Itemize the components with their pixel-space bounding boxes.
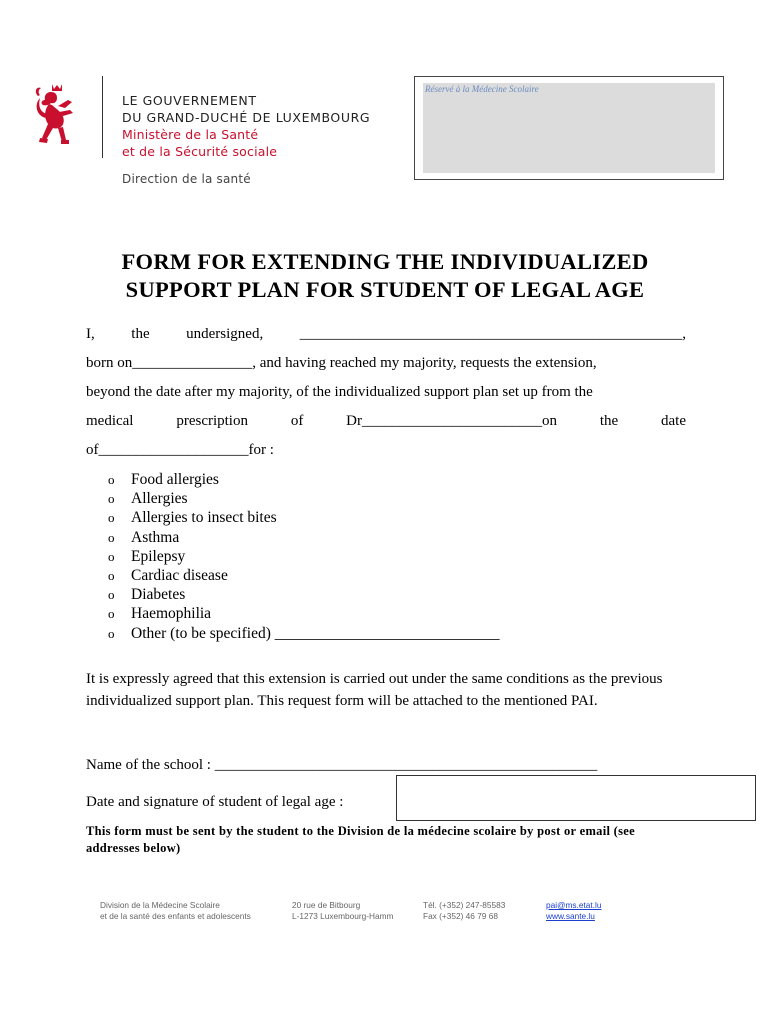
footer-address-line-2: L-1273 Luxembourg-Hamm — [292, 911, 394, 921]
condition-label: Allergies — [131, 490, 188, 508]
list-item[interactable] — [108, 528, 500, 547]
body-line-5[interactable]: of____________________for : — [86, 442, 274, 458]
checkbox-bullet-icon[interactable]: o — [108, 587, 115, 603]
school-name-field[interactable]: Name of the school : ___________________________________________________ — [86, 757, 598, 773]
lion-logo-icon — [32, 82, 82, 154]
condition-label: Asthma — [131, 528, 180, 546]
list-item[interactable] — [108, 604, 500, 623]
checkbox-bullet-icon[interactable]: o — [108, 548, 115, 564]
text-the: the — [131, 326, 150, 342]
list-item[interactable] — [108, 585, 500, 604]
checkbox-bullet-icon[interactable]: o — [108, 568, 115, 584]
ministry-line-1: Ministère de la Santé — [122, 127, 259, 142]
checkbox-bullet-icon[interactable]: o — [108, 625, 115, 641]
list-item[interactable] — [108, 547, 500, 566]
text-medical: medical — [86, 413, 134, 429]
checkbox-bullet-icon[interactable]: o — [108, 529, 115, 545]
condition-label: Haemophilia — [131, 605, 212, 623]
footer-links — [546, 900, 601, 922]
text-of: of — [290, 413, 304, 429]
gov-line-1: LE GOUVERNEMENT — [122, 93, 257, 108]
body-line-1 — [86, 326, 686, 343]
text-undersigned: undersigned, — [186, 326, 264, 342]
footer-tel: Tél. (+352) 247-85583 — [423, 900, 506, 910]
body-line-4 — [86, 413, 686, 430]
footer-email-link[interactable]: pai@ms.etat.lu — [546, 900, 602, 910]
condition-other-label[interactable]: Other (to be specified) _____________________________ — [131, 624, 500, 642]
footer-phone — [423, 900, 505, 922]
signature-box[interactable] — [396, 775, 756, 821]
condition-label: Allergies to insect bites — [131, 509, 277, 527]
condition-label: Diabetes — [131, 586, 186, 604]
list-item[interactable] — [108, 624, 500, 643]
reserved-label: Réservé à la Médecine Scolaire — [425, 84, 539, 94]
government-header — [122, 92, 370, 160]
title-line-2: SUPPORT PLAN FOR STUDENT OF LEGAL AGE — [125, 277, 645, 302]
footer-web-link[interactable]: www.sante.lu — [546, 911, 595, 921]
list-item[interactable] — [108, 508, 500, 527]
checkbox-bullet-icon[interactable]: o — [108, 606, 115, 622]
checkbox-bullet-icon[interactable]: o — [108, 510, 115, 526]
list-item[interactable] — [108, 489, 500, 508]
footer-division-line-2: et de la santé des enfants et adolescents — [100, 911, 251, 921]
form-title — [0, 248, 770, 304]
condition-label: Food allergies — [131, 471, 219, 488]
reserved-area — [423, 83, 715, 173]
text-the-2: the — [599, 413, 619, 429]
submission-notice: This form must be sent by the student to the Division de la médecine scolaire by post or email (see addresses below) — [86, 824, 636, 855]
condition-label: Epilepsy — [131, 547, 186, 565]
body-line-2[interactable]: born on________________, and having reached my majority, requests the extension, — [86, 355, 597, 371]
agreement-paragraph: It is expressly agreed that this extension is carried out under the same conditions as the previous individualized support plan. This request form will be attached to the mentioned PAI. — [86, 671, 663, 709]
footer-address — [292, 900, 393, 922]
direction-label: Direction de la santé — [122, 172, 251, 186]
footer-division-line-1: Division de la Médecine Scolaire — [100, 900, 220, 910]
reserved-box — [414, 76, 724, 180]
checkbox-bullet-icon[interactable]: o — [108, 491, 115, 507]
condition-label: Cardiac disease — [131, 567, 228, 585]
header-divider — [102, 76, 103, 158]
checkbox-bullet-icon[interactable]: o — [108, 472, 115, 487]
footer-fax: Fax (+352) 46 79 68 — [423, 911, 498, 921]
gov-line-2: DU GRAND-DUCHÉ DE LUXEMBOURG — [122, 110, 371, 125]
date-signature-label: Date and signature of student of legal age : — [86, 794, 344, 810]
footer-address-line-1: 20 rue de Bitbourg — [292, 900, 361, 910]
body-line-3: beyond the date after my majority, of the individualized support plan set up from the — [86, 384, 593, 400]
text-prescription: prescription — [176, 413, 248, 429]
name-blank[interactable]: ___________________________________________________, — [299, 326, 686, 342]
ministry-line-2: et de la Sécurité sociale — [122, 144, 278, 159]
text-date: date — [661, 413, 686, 429]
text-i: I, — [86, 326, 95, 342]
list-item[interactable] — [108, 470, 500, 489]
title-line-1: FORM FOR EXTENDING THE INDIVIDUALIZED — [121, 249, 649, 274]
footer-division — [100, 900, 251, 922]
conditions-list — [108, 470, 500, 643]
doctor-blank[interactable]: Dr________________________on — [346, 413, 557, 429]
list-item[interactable] — [108, 566, 500, 585]
